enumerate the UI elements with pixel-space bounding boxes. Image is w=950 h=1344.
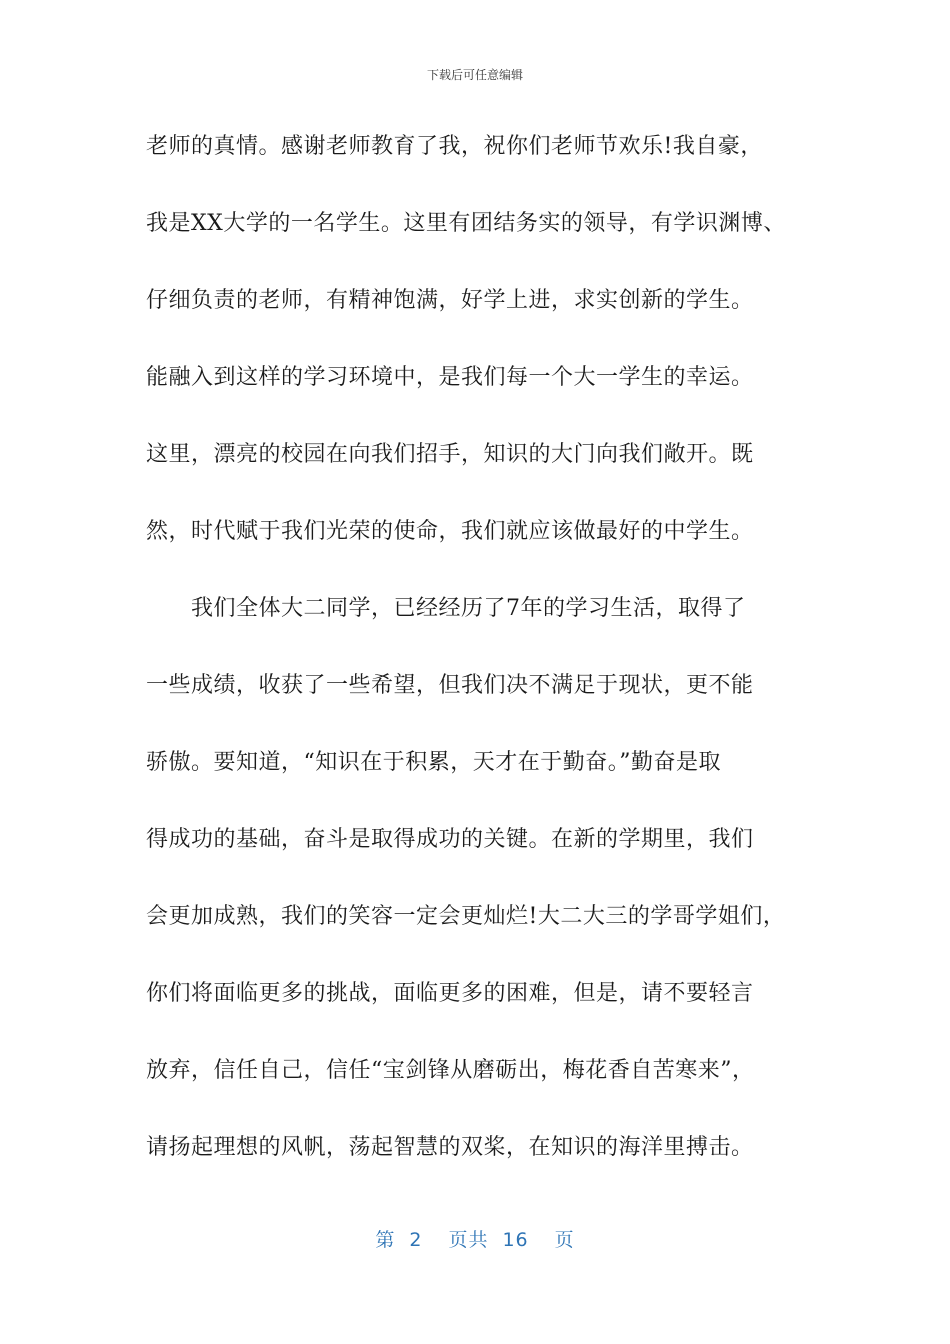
- text-line: 然，时代赋于我们光荣的使命，我们就应该做最好的中学生。: [146, 519, 754, 544]
- text-line: 会更加成熟，我们的笑容一定会更灿烂!大二大三的学哥学姐们，: [146, 904, 786, 929]
- page-header-note: 下载后可任意编辑: [426, 68, 523, 82]
- text-line: 能融入到这样的学习环境中，是我们每一个大一学生的幸运。: [146, 365, 754, 390]
- document-body: [146, 122, 826, 1200]
- page-label-middle: 页共: [448, 1229, 489, 1251]
- text-line: 放弃，信任自己，信任“宝剑锋从磨砺出，梅花香自苦寒来”，: [146, 1058, 755, 1083]
- current-page-number: 2: [409, 1229, 423, 1251]
- text-line: 我是XX大学的一名学生。这里有团结务实的领导，有学识渊博、: [146, 211, 786, 236]
- text-line-paragraph-start: 我们全体大二同学，已经经历了7年的学习生活，取得了: [191, 596, 746, 621]
- page-number-footer: [0, 1225, 950, 1252]
- text-line: 骄傲。要知道，“知识在于积累，天才在于勤奋。”勤奋是取: [146, 750, 721, 775]
- text-line: 一些成绩，收获了一些希望，但我们决不满足于现状，更不能: [146, 673, 754, 698]
- page-label-suffix: 页: [554, 1229, 575, 1251]
- text-line: 仔细负责的老师，有精神饱满，好学上进，求实创新的学生。: [146, 288, 754, 313]
- total-page-count: 16: [502, 1229, 529, 1251]
- text-line: 老师的真情。感谢老师教育了我，祝你们老师节欢乐!我自豪，: [146, 134, 763, 159]
- text-line: 你们将面临更多的挑战，面临更多的困难，但是，请不要轻言: [146, 981, 754, 1006]
- text-line: 请扬起理想的风帆，荡起智慧的双桨，在知识的海洋里搏击。: [146, 1135, 754, 1160]
- page-label-prefix: 第: [375, 1229, 396, 1251]
- text-line: 得成功的基础，奋斗是取得成功的关键。在新的学期里，我们: [146, 827, 754, 852]
- text-line: 这里，漂亮的校园在向我们招手，知识的大门向我们敞开。既: [146, 442, 754, 467]
